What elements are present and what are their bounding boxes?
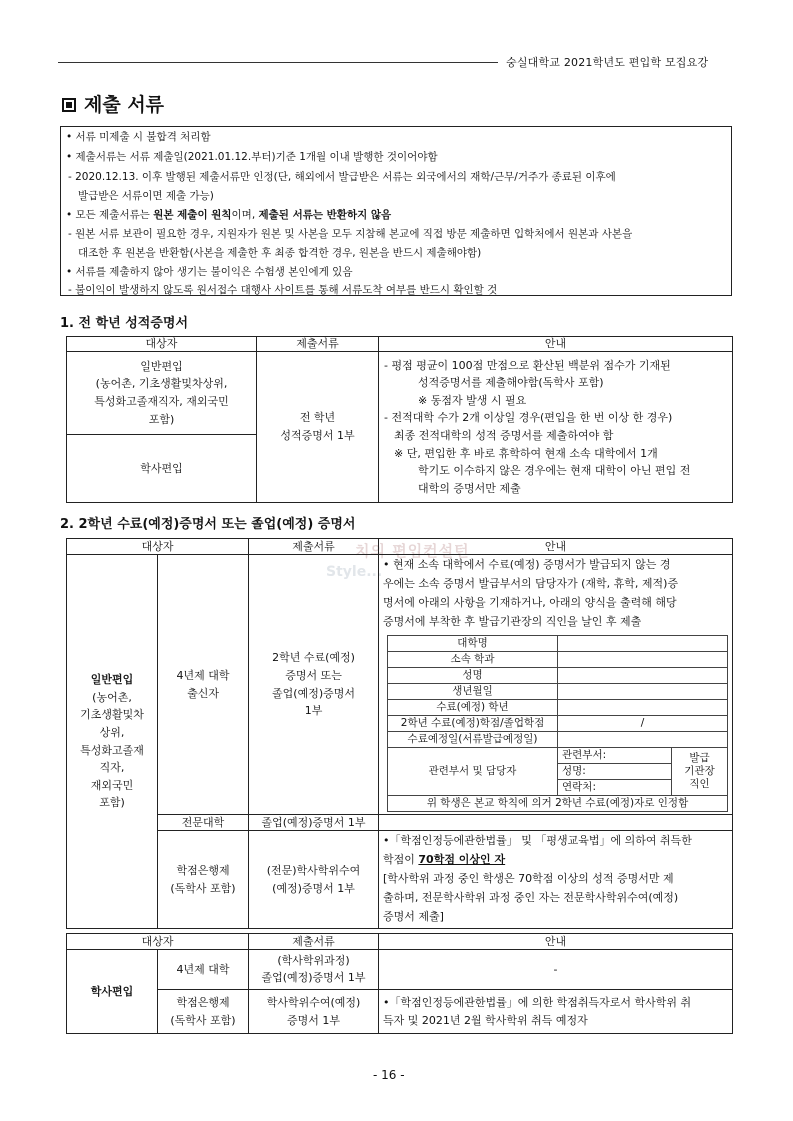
text-line: 출하며, 전문학사학위 과정 중인 자는 전문학사학위수여(예정) [383, 891, 679, 904]
text-line: ※ 동점자 발생 시 필요 [418, 393, 527, 407]
sec2-head-target: 대상자 [67, 539, 249, 555]
sec3-target: 학사편입 [67, 950, 158, 1034]
text-line: 증명서 또는 [285, 668, 342, 682]
notice-line: - 원본 서류 보관이 필요한 경우, 지원자가 원본 및 사본을 모두 지참해 본교에 직접 방문 제출하면 입학처에서 원본과 사본을 [68, 228, 633, 240]
form-value-blank [558, 636, 728, 652]
form-label: 수료(예정) 학년 [388, 700, 558, 716]
text-line: 직인 [689, 778, 710, 791]
sec1-target-general [67, 352, 257, 435]
form-dept-item: 성명: [558, 764, 672, 780]
page-number: - 16 - [373, 1068, 405, 1082]
sec3-head-doc: 제출서류 [249, 934, 379, 950]
notice-line: - 불이익이 발생하지 않도록 원서접수 대행사 사이트를 통해 서류도착 여부를 반드시 확인할 것 [68, 284, 498, 296]
text-emphasis: 70학점 이상인 자 [418, 853, 506, 866]
text-line: (농어촌, 기초생활및차상위, [95, 377, 228, 391]
sec1-heading: 1. 전 학년 성적증명서 [60, 316, 189, 331]
text-line: 4년제 대학 [176, 668, 230, 682]
sec2-head-guide: 안내 [379, 539, 733, 555]
form-label: 소속 학과 [388, 652, 558, 668]
text-line: (독학사 포함) [170, 1013, 236, 1027]
header-rule [58, 62, 498, 63]
text-line: (학사학위과정) [277, 954, 350, 967]
sec3-table [66, 933, 733, 1034]
text-line: (전문)학사학위수여 [266, 863, 361, 877]
text-line: 2학년 수료(예정) [272, 651, 355, 665]
text-line: 일반편입 [90, 673, 134, 687]
text-line: - 평점 평균이 100점 만점으로 환산된 백분위 점수가 기재된 [384, 358, 671, 372]
sec1-head-target: 대상자 [67, 337, 257, 352]
form-slash: / [558, 716, 728, 732]
sec2-row2-guide [379, 815, 733, 831]
text-line: 전 학년 [299, 411, 336, 425]
sec2-table [66, 538, 733, 929]
form-dept-label: 관련부서 및 담당자 [388, 748, 558, 796]
sec2-target-general [67, 555, 158, 929]
text-fragment: 학점이 [383, 853, 415, 866]
text-line: 졸업(예정)증명서 1부 [261, 970, 366, 984]
sec2-row1-type [158, 555, 249, 815]
sec1-table [66, 336, 733, 503]
text-line: - 전적대학 수가 2개 이상일 경우(편입을 한 번 이상 한 경우) [384, 411, 673, 425]
text-line: 포함) [99, 796, 125, 810]
text-line: 출신자 [187, 686, 219, 700]
form-label: 생년월일 [388, 684, 558, 700]
notice-line: • 서류를 제출하지 않아 생기는 불이익은 수험생 본인에게 있음 [66, 266, 353, 278]
text-line: 학기도 이수하지 않은 경우에는 현재 대학이 아닌 편입 전 [418, 464, 691, 478]
watermark-text: 치의 편입컨설턴 [355, 542, 470, 560]
form-value-blank [558, 652, 728, 668]
text-line: 일반편입 [140, 359, 183, 373]
text-line: 특성화고졸재직자, 재외국민 [94, 395, 229, 408]
sec3-row1-type: 4년제 대학 [158, 950, 249, 990]
sec2-row1-guide [379, 555, 733, 815]
square-bullet-icon [62, 98, 76, 112]
form-dept-item: 관련부서: [558, 748, 672, 764]
text-line: •「학점인정등에관한법률」 및 「평생교육법」에 의하여 취득한 [383, 834, 692, 847]
notice-fragment: 이며, [231, 209, 256, 221]
text-line: 학점은행제 [176, 995, 230, 1009]
notice-line: 대조한 후 원본을 반환함(사본을 제출한 후 최종 합격한 경우, 원본을 반드시 제출해야함) [78, 247, 482, 259]
sec3-row2-type [158, 990, 249, 1034]
notice-emphasis: 제출된 서류는 반환하지 않음 [258, 209, 392, 221]
text-line: 기초생활및차 [80, 708, 144, 722]
text-line: 특성화고졸재 [80, 743, 144, 757]
form-confirm: 위 학생은 본교 학칙에 의거 2학년 수료(예정)자로 인정함 [388, 796, 728, 812]
text-line: (독학사 포함) [170, 881, 236, 895]
text-line: 기관장 [684, 764, 715, 777]
sec2-row1-doc [249, 555, 379, 815]
text-line: 증명서에 부착한 후 발급기관장의 직인을 날인 후 제출 [383, 615, 642, 628]
form-seal [672, 748, 728, 796]
text-line: 대학의 증명서만 제출 [418, 481, 521, 495]
sec2-row3-type [158, 831, 249, 929]
form-value-blank [558, 684, 728, 700]
issuance-form [387, 635, 728, 812]
sec2-row3-doc [249, 831, 379, 929]
text-line: 포함) [148, 412, 175, 426]
sec2-heading: 2. 2학년 수료(예정)증명서 또는 졸업(예정) 증명서 [60, 517, 356, 532]
text-line: ※ 단, 편입한 후 바로 휴학하여 현재 소속 대학에서 1개 [394, 446, 658, 460]
text-line: 증명서 제출] [383, 910, 444, 923]
form-label: 성명 [388, 668, 558, 684]
sec3-row2-guide [379, 990, 733, 1034]
sec3-row1-guide: - [379, 950, 733, 990]
sec3-row2-doc [249, 990, 379, 1034]
text-line: 1부 [304, 704, 323, 718]
notice-line: 발급받은 서류이면 제출 가능) [78, 190, 214, 202]
sec3-head-target: 대상자 [67, 934, 249, 950]
notice-emphasis: 원본 제출이 원칙 [153, 209, 232, 221]
section-title [62, 90, 164, 117]
form-value-blank [558, 700, 728, 716]
text-line: 성적증명서 1부 [280, 429, 355, 442]
text-line: 우에는 소속 증명서 발급부서의 담당자가 (재학, 휴학, 제적)증 [383, 577, 679, 590]
sec1-doc [257, 352, 379, 503]
sec2-row2-doc: 졸업(예정)증명서 1부 [249, 815, 379, 831]
text-line: 성적증명서를 제출해야함(독학사 포함) [418, 376, 604, 390]
text-line: 재외국민 [90, 778, 134, 792]
watermark-text: Style... [326, 564, 383, 580]
text-line: •「학점인정등에관한법률」에 의한 학점취득자로서 학사학위 취 [383, 995, 692, 1009]
form-value-blank [558, 732, 728, 748]
sec1-head-doc: 제출서류 [257, 337, 379, 352]
text-line [383, 850, 728, 869]
text-line: • 현재 소속 대학에서 수료(예정) 증명서가 발급되지 않는 경 [383, 558, 671, 571]
form-label: 2학년 수료(예정)학점/졸업학점 [388, 716, 558, 732]
section-title-text: 제출 서류 [84, 94, 165, 116]
sec1-head-guide: 안내 [379, 337, 733, 352]
text-line: 최종 전적대학의 성적 증명서를 제출하여야 함 [394, 429, 614, 442]
sec2-head-doc: 제출서류 [249, 539, 379, 555]
text-line: 증명서 1부 [287, 1013, 341, 1027]
sec3-row1-doc [249, 950, 379, 990]
text-line: (예정)증명서 1부 [272, 881, 355, 895]
running-header: 숭실대학교 2021학년도 편입학 모집요강 [506, 56, 709, 69]
text-line: 발급 [689, 751, 710, 764]
notice-line [66, 207, 391, 222]
form-label: 대학명 [388, 636, 558, 652]
form-value-blank [558, 668, 728, 684]
form-dept-item: 연락처: [558, 780, 672, 796]
text-line: 명서에 아래의 사항을 기재하거나, 아래의 양식을 출력해 해당 [383, 596, 677, 609]
sec3-head-guide: 안내 [379, 934, 733, 950]
sec1-target-bachelor: 학사편입 [67, 435, 257, 503]
sec2-row2-type: 전문대학 [158, 815, 249, 831]
text-line: 상위, [99, 725, 125, 739]
sec2-row3-guide [379, 831, 733, 929]
notice-line: • 서류 미제출 시 불합격 처리함 [66, 131, 211, 143]
text-line: 직자, [99, 761, 125, 775]
notice-box [60, 126, 732, 296]
text-line: 학점은행제 [176, 863, 230, 877]
notice-fragment: • 모든 제출서류는 [66, 209, 150, 221]
notice-line: - 2020.12.13. 이후 발행된 제출서류만 인정(단, 해외에서 발급받은 서류는 외국에서의 재학/근무/거주가 종료된 이후에 [68, 171, 616, 183]
text-line: 학사학위수여(예정) [266, 995, 361, 1009]
text-line: [학사학위 과정 중인 학생은 70학점 이상의 성적 증명서만 제 [383, 872, 674, 885]
form-label: 수료예정일(서류발급예정일) [388, 732, 558, 748]
text-line: 졸업(예정)증명서 [272, 686, 355, 700]
notice-line: • 제출서류는 서류 제출일(2021.01.12.부터)기준 1개월 이내 발행한 것이어야함 [66, 151, 438, 163]
sec1-guide [379, 352, 733, 503]
text-line: (농어촌, [92, 690, 132, 704]
text-line: 득자 및 2021년 2월 학사학위 취득 예정자 [383, 1013, 588, 1027]
